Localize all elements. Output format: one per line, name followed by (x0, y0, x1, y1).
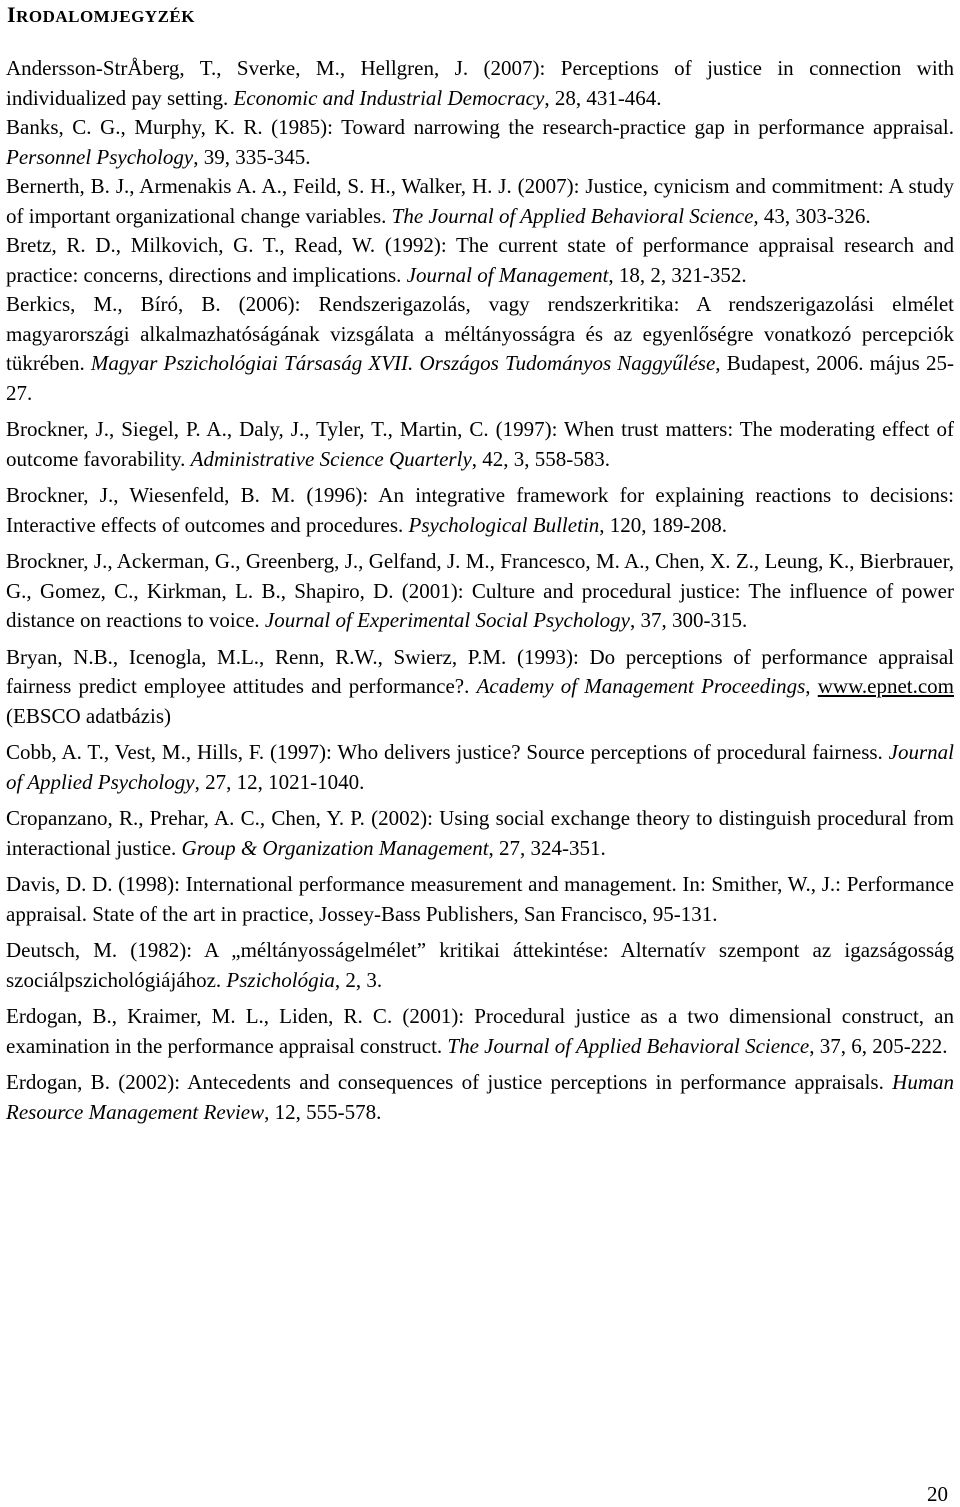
reference-text: Banks, C. G., Murphy, K. R. (1985): Toward narrowing the research-practice gap in performance appraisal. (6, 115, 954, 139)
reference-text: Bernerth, B. J., Armenakis A. A., Feild, S. H., Walker, H. J. (2007): Justice, cynicism and commitment: A study of important organizational change variables. (6, 174, 954, 228)
reference-source: Administrative Science Quarterly (190, 446, 472, 471)
reference-text: , 120, 189-208. (599, 512, 727, 537)
reference-text: Davis, D. D. (1998): International performance measurement and management. In: Smither, W., J.: Performance appraisal. State of the art in practice, Jossey-Bass Publishers, San Francisco, 95-131. (6, 872, 954, 926)
reference-text: 43, 303-326. (758, 203, 871, 228)
reference-list (6, 54, 954, 1134)
reference-entry (6, 738, 954, 797)
reference-text: , 39, 335-345. (193, 144, 311, 169)
reference-source: Group & Organization Management (181, 835, 489, 860)
reference-entry (6, 643, 954, 732)
reference-entry (6, 1002, 954, 1061)
reference-entry (6, 54, 954, 113)
title-rest: RODALOMJEGYZÉK (16, 7, 195, 26)
reference-text: , 18, 2, 321-352. (608, 262, 747, 287)
reference-text: , 27, 324-351. (488, 835, 606, 860)
reference-source: Journal of Applied Psychology (6, 740, 954, 794)
reference-text: Berkics, M., Bíró, B. (2006): Rendszerigazolás, vagy rendszerkritika: A rendszerigazolási elmélet magyarországi alkalmazhatóságának vizsgálata a méltányosságra és az egyenlőségre vonatkozó percepciók tükrében. (6, 292, 954, 375)
reference-text: , 28, 431-464. (544, 85, 662, 110)
reference-entry (6, 870, 954, 929)
reference-text: Cobb, A. T., Vest, M., Hills, F. (1997): Who delivers justice? Source perceptions of procedural fairness. (6, 740, 889, 764)
reference-entry (6, 1068, 954, 1127)
reference-text: , Budapest, 2006. május 25-27. (6, 351, 954, 405)
reference-text: , 37, 6, 205-222. (809, 1033, 948, 1058)
reference-entry (6, 113, 954, 172)
reference-source: Academy of Management Proceedings (476, 674, 806, 698)
reference-entry (6, 547, 954, 636)
reference-text: Brockner, J., Ackerman, G., Greenberg, J., Gelfand, J. M., Francesco, M. A., Chen, X. Z., Leung, K., Bierbrauer, G., Gomez, C., Kirkman, L. B., Shapiro, D. (2001): Culture and procedural justice: The influence of power distance on reactions to voice. (6, 549, 954, 632)
reference-text: , 2, 3. (334, 967, 383, 992)
title-initial: I (7, 2, 17, 27)
reference-source: Psychological Bulletin (408, 512, 600, 537)
reference-entry (6, 290, 954, 408)
reference-source: Journal of Experimental Social Psychology (264, 608, 631, 632)
reference-link[interactable]: www.epnet.com (817, 674, 955, 698)
reference-text: Cropanzano, R., Prehar, A. C., Chen, Y. P. (2002): Using social exchange theory to distinguish procedural from interactional justice. (6, 806, 954, 860)
reference-entry (6, 804, 954, 863)
reference-text: Erdogan, B., Kraimer, M. L., Liden, R. C. (2001): Procedural justice as a two dimensional construct, an examination in the performance appraisal construct. (6, 1004, 954, 1058)
reference-entry (6, 415, 954, 474)
reference-entry (6, 172, 954, 231)
reference-text: Brockner, J., Siegel, P. A., Daly, J., Tyler, T., Martin, C. (1997): When trust matters: The moderating effect of outcome favorability. (6, 417, 954, 471)
reference-text: , 37, 300-315. (630, 608, 748, 632)
reference-source: Magyar Pszichológiai Társaság XVII. Országos Tudományos Naggyűlése (90, 351, 716, 375)
reference-entry (6, 231, 954, 290)
reference-source: Human Resource Management Review (6, 1070, 954, 1124)
reference-source: Pszichológia (226, 967, 335, 992)
reference-entry (6, 936, 954, 995)
reference-text: Deutsch, M. (1982): A „méltányosságelmélet” kritikai áttekintése: Alternatív szempont az igazságosság szociálpszichológiájához. (6, 938, 954, 992)
reference-text: , (805, 674, 818, 698)
reference-source: Economic and Industrial Democracy (233, 85, 545, 110)
reference-text: Andersson-StrÅberg, T., Sverke, M., Hellgren, J. (2007): Perceptions of justice in connection with individualized pay setting. (6, 56, 954, 110)
reference-text: , 12, 555-578. (264, 1099, 382, 1124)
reference-text: Bryan, N.B., Icenogla, M.L., Renn, R.W., Swierz, P.M. (1993): Do perceptions of performance appraisal fairness predict employee attitudes and performance?. (6, 644, 954, 698)
reference-source: The Journal of Applied Behavioral Science (447, 1033, 810, 1058)
page-title (7, 2, 195, 28)
reference-text: , 27, 12, 1021-1040. (194, 769, 365, 794)
reference-text: (EBSCO adatbázis) (6, 703, 172, 728)
reference-text: Bretz, R. D., Milkovich, G. T., Read, W. (1992): The current state of performance appraisal research and practice: concerns, directions and implications. (6, 233, 954, 287)
reference-entry (6, 481, 954, 540)
reference-text: , 42, 3, 558-583. (471, 446, 611, 471)
reference-text: Brockner, J., Wiesenfeld, B. M. (1996): An integrative framework for explaining reactions to decisions: Interactive effects of outcomes and procedures. (6, 483, 954, 537)
reference-source: Journal of Management (406, 262, 609, 287)
reference-source: Personnel Psychology (6, 144, 194, 169)
page-number: 20 (927, 1482, 948, 1506)
reference-source: The Journal of Applied Behavioral Science, (391, 203, 759, 228)
reference-text: Erdogan, B. (2002): Antecedents and consequences of justice perceptions in performance appraisals. (6, 1070, 893, 1094)
